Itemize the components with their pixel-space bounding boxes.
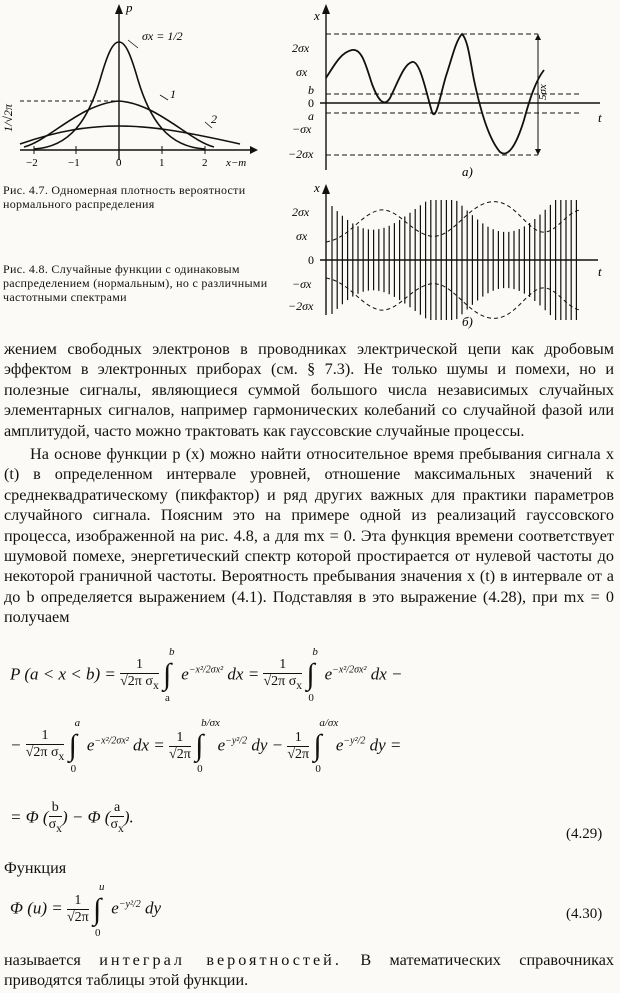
paragraph-1 (4, 339, 614, 441)
paragraph-1-text: жением свободных электронов в проводниках электрической цепи как дробовым эффектом в электронных приборах (см. § 7.3). Не только шумы и помехи, но и полезные сигналы, являющиеся суммой большого числа независимых случайных элементарных сигналов, например гармонических колебаний со случайной фазой или амплитудой, часто можно трактовать как гауссовские случайные процессы. (4, 340, 614, 440)
fig48b-t-axis-label: t (598, 264, 602, 279)
equation-4-29-line-3: = Φ ( $\frac{b}{\sigma_x}$ ) − Φ ( $\frac{a}{\sigma_x}$ ). (10, 800, 134, 835)
term-probability-integral: интеграл вероятностей. (99, 951, 342, 969)
fig47-x-tick: 2 (202, 157, 208, 169)
fig48a-y-tick: σx (296, 65, 308, 79)
fig48b-panel-label: б) (462, 314, 473, 329)
function-label: Функция (4, 859, 67, 877)
fig48a-t-axis-label: t (598, 110, 602, 125)
fig48a-y-tick: 0 (308, 96, 314, 110)
fig48b-y-tick: 0 (308, 253, 314, 267)
fig47-y-label: 1/√2π (1, 104, 15, 132)
fig48b-y-tick: σx (296, 229, 308, 243)
equation-4-29-line-1: P (a < x < b) = $\frac{1}{√2\pi \sigma_x}$ ∫ b a $e^{-x^2/2\sigma x^2}$ dx = $\frac{1}{√2\pi \sigma_x}$ ∫ b 0 $e^{-x^2/2\sigma x^2}$ dx − (10, 646, 403, 705)
figure-4-8a-plot (280, 0, 620, 180)
fig48a-y-tick: b (308, 83, 314, 97)
fig47-curve-label-2: 2 (211, 112, 217, 126)
fig47-x-tick: 0 (116, 157, 122, 169)
fig48a-y-tick: 2σx (292, 41, 310, 55)
equation-4-30: Φ (u) = $\frac{1}{√2\pi}$ ∫ u 0 $e^{-y^2/2}$ dy (10, 880, 162, 939)
fig47-sigma-label: σx = 1/2 (142, 29, 183, 43)
fig48a-y-tick: −2σx (288, 147, 314, 161)
fig48b-y-tick: 2σx (292, 205, 310, 219)
fig47-x-axis-label: x−m (226, 157, 247, 169)
paragraph-2 (4, 444, 614, 628)
fig48b-y-tick: −2σx (288, 299, 314, 313)
fig47-p-axis-label: p (126, 0, 133, 15)
fig48a-y-tick: a (308, 109, 314, 123)
fig48a-x-axis-label: x (314, 8, 320, 23)
equation-4-30-number: (4.30) (566, 906, 603, 922)
figure-4-8-caption: Рис. 4.8. Случайные функции с одинаковым распределением (нормальным), но с различными частотными спектрами (3, 262, 268, 304)
fig48b-y-tick: −σx (292, 277, 312, 291)
final-paragraph-prefix: называется (4, 951, 81, 969)
fig48a-span-label: 5σx (537, 84, 549, 100)
figure-4-7-plot (0, 0, 290, 180)
equation-4-29-number: (4.29) (566, 826, 603, 842)
figure-4-8b-plot (280, 180, 620, 330)
paragraph-2-text: На основе функции p (x) можно найти относительное время пребывания сигнала x (t) в определенном интервале уровней, отношение максимальных значений к среднеквадратическому (пикфактор) и ряд других важных для практики параметров случайного сигнала. Поясним это на примере одной из реализаций гауссовского процесса, изображенной на рис. 4.8, а для mx = 0. Эта функция времени соответствует шумовой помехе, энергетический спектр которой простирается от нулевой частоты до некоторой граничной частоты. Вероятность пребывания значения x (t) в интервале от a до b определяется выражением (4.1). Подставляя в это выражение (4.28), при mx = 0 получаем (4, 445, 614, 627)
fig47-x-tick: 1 (159, 157, 165, 169)
fig48a-y-tick: −σx (292, 122, 312, 136)
fig47-curve-label-1: 1 (170, 87, 176, 101)
fig47-x-tick: −2 (26, 157, 38, 169)
fig47-x-tick: −1 (68, 157, 80, 169)
fig48b-x-axis-label: x (314, 180, 320, 195)
equation-4-29-line-2: − $\frac{1}{√2\pi \sigma_x}$ ∫ a 0 $e^{-x^2/2\sigma x^2}$ dx = $\frac{1}{√2\pi}$ ∫ b/σx 0 $e^{-y^2/2}$ dy − $\frac{1}{√2\pi}$ ∫ a/σx 0 $e^{-y^2/2}$ dy = (10, 717, 402, 776)
final-paragraph-suffix: В математических справочниках приводятся таблицы этой функции. (4, 951, 615, 990)
fig48a-panel-label: а) (462, 164, 473, 179)
figure-4-7-caption: Рис. 4.7. Одномерная плотность вероятности нормального распределения (3, 183, 246, 211)
final-paragraph (4, 950, 614, 991)
